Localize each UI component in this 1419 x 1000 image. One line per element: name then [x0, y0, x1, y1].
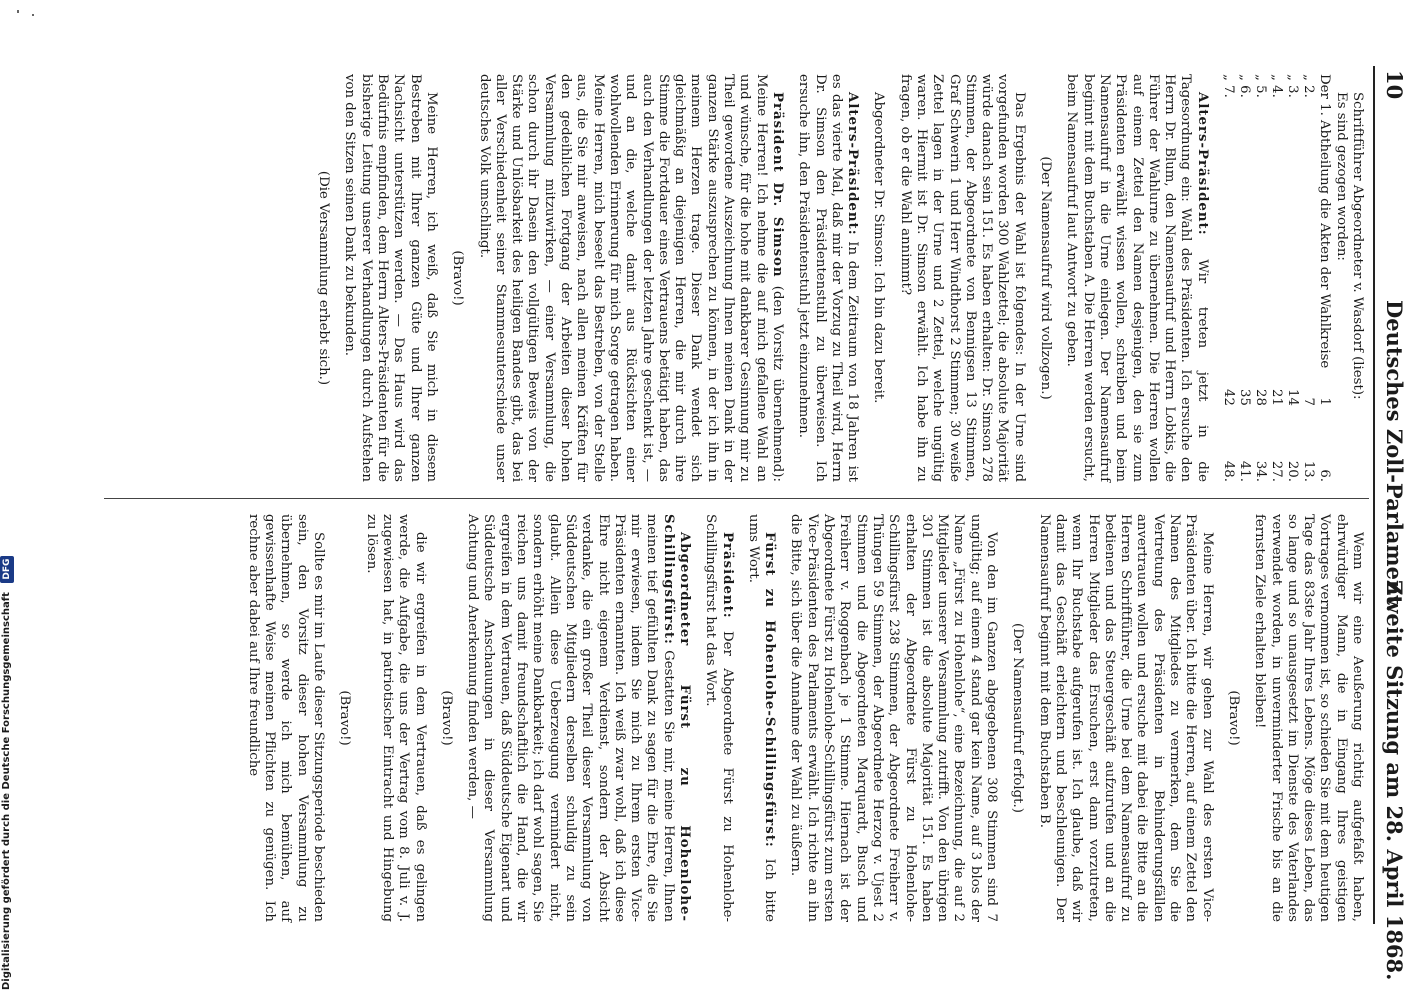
speaker-name: Abgeordneter Dr. Simson: [871, 92, 887, 268]
table-row [1236, 74, 1252, 482]
table-cell-separator [1236, 406, 1252, 443]
speech-text: Meine Herren, ich weiß, daß Sie mich in diesem Bestreben mit Ihrer ganzen Güte und Ihrer ganzen Nachsicht unterstützen werden. — Das Haus wird das Bedürfnis empfinden, dem Herrn Alters-Präsidenten für die bisherige Leitung unserer Verhandlungen durch Aufstehen von den Sitzen seinen Dank zu bekunden. [342, 74, 439, 482]
table-cell-label: „ 5. [1253, 74, 1269, 98]
table-cell-to: 34. [1253, 460, 1269, 482]
speech-text: Gestatten Sie mir, meine Herren, Ihnen meinen tief gefühlten Dank zu sagen für die Ehre, die Sie mir erwiesen, indem Sie mich zu Ihrem ersten Vice-Präsidenten ernannten. Ich weiß zwar wohl, daß ich diese Ehre nicht eigenem Verdienst, sondern der Absicht verdanke, die ein großer Theil dieser Versammlung von Süddeutschen Mitgliedern derselben schuldig zu sein glaubt. Allein diese Ueberzeugung vermindert nicht, sondern erhöht meine Dankbarkeit; ich darf wohl sagen, Sie reichen uns damit freundschaftlich die Hand, die wir ergreifen in dem Vertrauen, daß Süddeutsche Eigenart und Süddeutsche Anschauungen in dieser Versammlung Achtung und Anerkennung finden werden, — [465, 514, 676, 922]
right-column [245, 514, 1365, 922]
scan-speck [32, 14, 34, 16]
column-divider [104, 498, 1369, 499]
speaker-name: Präsident: [719, 532, 735, 619]
applause-note: (Bravo!) [438, 690, 454, 746]
table-row [1252, 74, 1268, 482]
table-row [1284, 74, 1300, 482]
intro-text: Schriftführer Abgeordneter v. Wasdorf (liest): [1350, 92, 1365, 400]
speech-text: Ich bin dazu bereit. [871, 271, 887, 404]
table-cell-label: „ 6. [1236, 74, 1252, 98]
table-cell-from: 21 [1269, 388, 1285, 406]
speech-text: Sollte es mir im Laufe dieser Sitzungsperiode beschieden sein, den Vorsitz dieser hohen Versammlung zu übernehmen, so werde ich mich bemühen, auf gewissenhafte Weise meinen Pflichten zu genügen. Ich rechne aber dabei auf Ihre freundliche [245, 514, 327, 922]
table-cell-to: 27. [1269, 460, 1285, 482]
session-heading: Zweite Sitzung am 28. April 1868. [1382, 580, 1407, 981]
speech-text: Der Abgeordnete Fürst zu Hohenlohe-Schillingsfürst hat das Wort. [703, 514, 735, 922]
table-cell-to: 20. [1285, 460, 1301, 482]
table-cell-from: 14 [1285, 388, 1301, 406]
speech-text: In dem Zeitraum von 18 Jahren ist es das vierte Mal, daß mir der Vorzug zu Theil wird, Herrn Dr. Simson den Präsidentenstuhl zu überweisen. Ich ersuche ihn, den Präsidentenstuhl jetzt einzunehmen. [796, 74, 861, 482]
table-cell-from: 35 [1236, 388, 1252, 406]
digitization-credit [1, 0, 12, 990]
header-rule [1373, 66, 1375, 924]
table-cell-label: „ 3. [1285, 74, 1301, 98]
table-cell-from: 7 [1301, 397, 1317, 406]
table-cell-to: 13. [1301, 460, 1317, 482]
speech-text: Wir treten jetzt in die Tagesordnung ein: Wahl des Präsidenten. Ich ersuche den Herrn Dr. Blum, den Namensaufruf und Herrn Lobkis, die Führer der Wahlurne zu übernehmen. Die Herren wollen auf einem Zettel den Namen desjenigen, den sie zum Präsidenten erwählt wissen wollen, schreiben und beim Namensaufruf in die Urne einlegen. Der Namensaufruf beginnt mit dem Buchstaben A. Die Herren werden ersucht, beim Namensaufruf laut Antwort zu geben. [1064, 74, 1210, 482]
applause-note: (Bravo!) [1225, 690, 1241, 746]
speaker-name: Alters-Präsident: [1194, 92, 1210, 236]
table-cell-from: 42 [1220, 388, 1236, 406]
speaker-name: Alters-Präsident: [845, 92, 861, 236]
table-cell-label: „ 2. [1301, 74, 1317, 98]
table-cell-to: 6. [1317, 469, 1333, 482]
table-row [1268, 74, 1284, 482]
table-cell-separator [1268, 406, 1284, 443]
stage-note: (Die Versammlung erhebt sich.) [316, 170, 332, 386]
credit-text: Digitalisierung gefördert durch die Deutsche Forschungsgemeinschaft [1, 592, 12, 990]
intro-text-2: Es sind gezogen worden: [1333, 92, 1349, 261]
scan-speck [17, 10, 19, 13]
speech-text: Das Ergebnis der Wahl ist folgendes: In der Urne sind vorgefunden worden 300 Wahlzettel; die absolute Majorität würde danach sein 151. Es haben erhalten: Dr. Simson 278 Stimmen, der Abgeordnete von Bennigsen 13 Stimmen, Graf Schwerin 1 und Herr Windthorst 2 Stimmen; 30 weiße Zettel lagen in der Urne und 2 Zettel, welche ungültig waren. Hiermit ist Dr. Simson erwählt. Ich habe ihn zu fragen, ob er die Wahl annimmt? [897, 74, 1027, 482]
applause-note: (Bravo!) [450, 250, 466, 306]
speaker-name: Abgeordneter Fürst zu Hohenlohe-Schillingsfürst: [660, 514, 693, 922]
table-row [1220, 74, 1236, 482]
table-cell-separator [1300, 406, 1316, 443]
table-row [1316, 74, 1332, 482]
table-cell-label: „ 7. [1220, 74, 1236, 98]
speaker-name: Fürst zu Hohenlohe-Schillingsfürst: [762, 532, 778, 848]
table-cell-to: 41. [1236, 460, 1252, 482]
dfg-logo: DFG [0, 556, 14, 583]
table-cell-separator [1284, 406, 1300, 443]
page-number: 10 [1382, 70, 1407, 100]
speech-text: Meine Herren! Ich nehme die auf mich gefallene Wahl an und wünsche, für die hohe mit dankbarer Gesinnung mir zu Theil gewordene Auszeichnung Ihnen meinen Dank in der ganzen Stärke auszusprechen zu können, in der ich ihn in meinem Herzen trage. Dieser Dank wendet sich gleichmäßig an diejenigen Herren, die mir durch ihre Stimme die Fortdauer eines Vertrauens betätigt haben, das auch den Verhandlungen der letzten Jahre geschenkt ist, — und an die, welche damit aus Rücksichten einer wohlwollenden Erinnerung für mich Sorge getragen haben. Meine Herren, mich beseelt das Bestreben, von der Stelle aus, die Sie mir anweisen, nach allen meinen Kräften für den gedeihlichen Fortgang der Arbeiten dieser hohen Versammlung mitzuwirken, — einer Versammlung, die schon durch ihr Dasein den vollgültigen Beweis von der Stärke und Unlösbarkeit des heiligen Bandes gibt, das bei aller Verschiedenheit seiner Stammesunterschiede unser deutsches Volk umschlingt. [476, 74, 769, 482]
page-title: Deutsches Zoll-Parlament. [1382, 300, 1407, 613]
table-cell-separator [1220, 406, 1236, 443]
table-cell-from: 28 [1253, 388, 1269, 406]
table-cell-label: „ 4. [1269, 74, 1285, 98]
speech-text: Ich bitte ums Wort. [745, 514, 778, 923]
speech-text: Meine Herren, wir gehen zur Wahl des ersten Vice-Präsidenten über. Ich bitte die Herren, auf einem Zettel den Namen des Mitgliedes zu vermerken, dem Sie die Vertretung des Präsidenten in Behinderungsfällen anvertrauen wollen und ersuche mit dabei die Bitte an die Herren Schriftführer, die Urne bei dem Namensaufruf zu bedienen und das Steuergeschäft aufzurufen und an die Herren Mitglieder das Ersuchen, erst dann vorzutreten, wenn Ihr Buchstabe aufgerufen ist. Ich glaube, daß wir damit das Geschäft erleichtern und beschleunigen. Der Namensaufruf beginnt mit dem Buchstaben B. [1036, 514, 1215, 922]
stage-note: (Der Namensaufruf wird vollzogen.) [1038, 156, 1054, 400]
speaker-name: Präsident Dr. Simson [769, 92, 785, 278]
table-cell-from: 1 [1317, 397, 1333, 406]
speech-text: die wir ergreifen in dem Vertrauen, daß es gelingen werde, die Aufgabe, die uns der Vertrag vom 8. Juli v. J. zugewiesen hat, in patriotischer Eintracht und Hingebung zu lösen. [363, 514, 428, 922]
table-cell-separator [1252, 406, 1268, 443]
applause-note: (Bravo!) [337, 690, 353, 746]
stage-note: (den Vorsitz übernehmend): [769, 285, 785, 482]
left-column [315, 74, 1365, 482]
table-cell-separator [1316, 406, 1332, 443]
stage-note: (Der Namensaufruf erfolgt.) [1010, 623, 1026, 813]
table-row [1300, 74, 1316, 482]
table-cell-to: 48. [1220, 460, 1236, 482]
division-table [1220, 74, 1333, 482]
table-cell-label: Der 1. Abtheilung die Akten der Wahlkreise [1317, 74, 1333, 369]
speech-text: Von den im Ganzen abgegebenen 308 Stimmen sind 7 ungültig; auf einem 4 stand gar kein Name, auf 3 blos der Name „Fürst zu Hohenlohe“, eine Bezeichnung, die auf 2 Mitglieder unserer Versammlung zutrifft. Von den übrigen 301 Stimmen ist die absolute Majorität 151. Es haben erhalten der Abgeordnete Fürst zu Hohenlohe-Schillingsfürst 238 Stimmen, der Abgeordnete Freiherr v. Thüngen 59 Stimmen, der Abgeordnete Herzog v. Ujest 2 Stimmen und die Abgeordneten Marquardt, Busch und Freiherr v. Roggenbach je 1 Stimme. Hiernach ist der Abgeordnete Fürst zu Hohenlohe-Schillingsfürst zum ersten Vice-Präsidenten des Parlaments erwählt. Ich richte an ihn die Bitte, sich über die Annahme der Wahl zu äußern. [788, 514, 1000, 922]
speech-text: Wenn wir eine Aeußerung richtig aufgefaßt haben, ehrwürdiger Mann, die in Eingang Ihres geistigen Vortrages vernommen ist, so schieden Sie mit dem heutigen Tage das 83ste Jahr Ihres Lebens. Möge dieses Leben, das so lange und so unausgesetzt im Dienste des Vaterlandes verwendet worden, in unverminderter Frische bis an die fernsten Ziele erhalten bleiben! [1252, 514, 1365, 922]
